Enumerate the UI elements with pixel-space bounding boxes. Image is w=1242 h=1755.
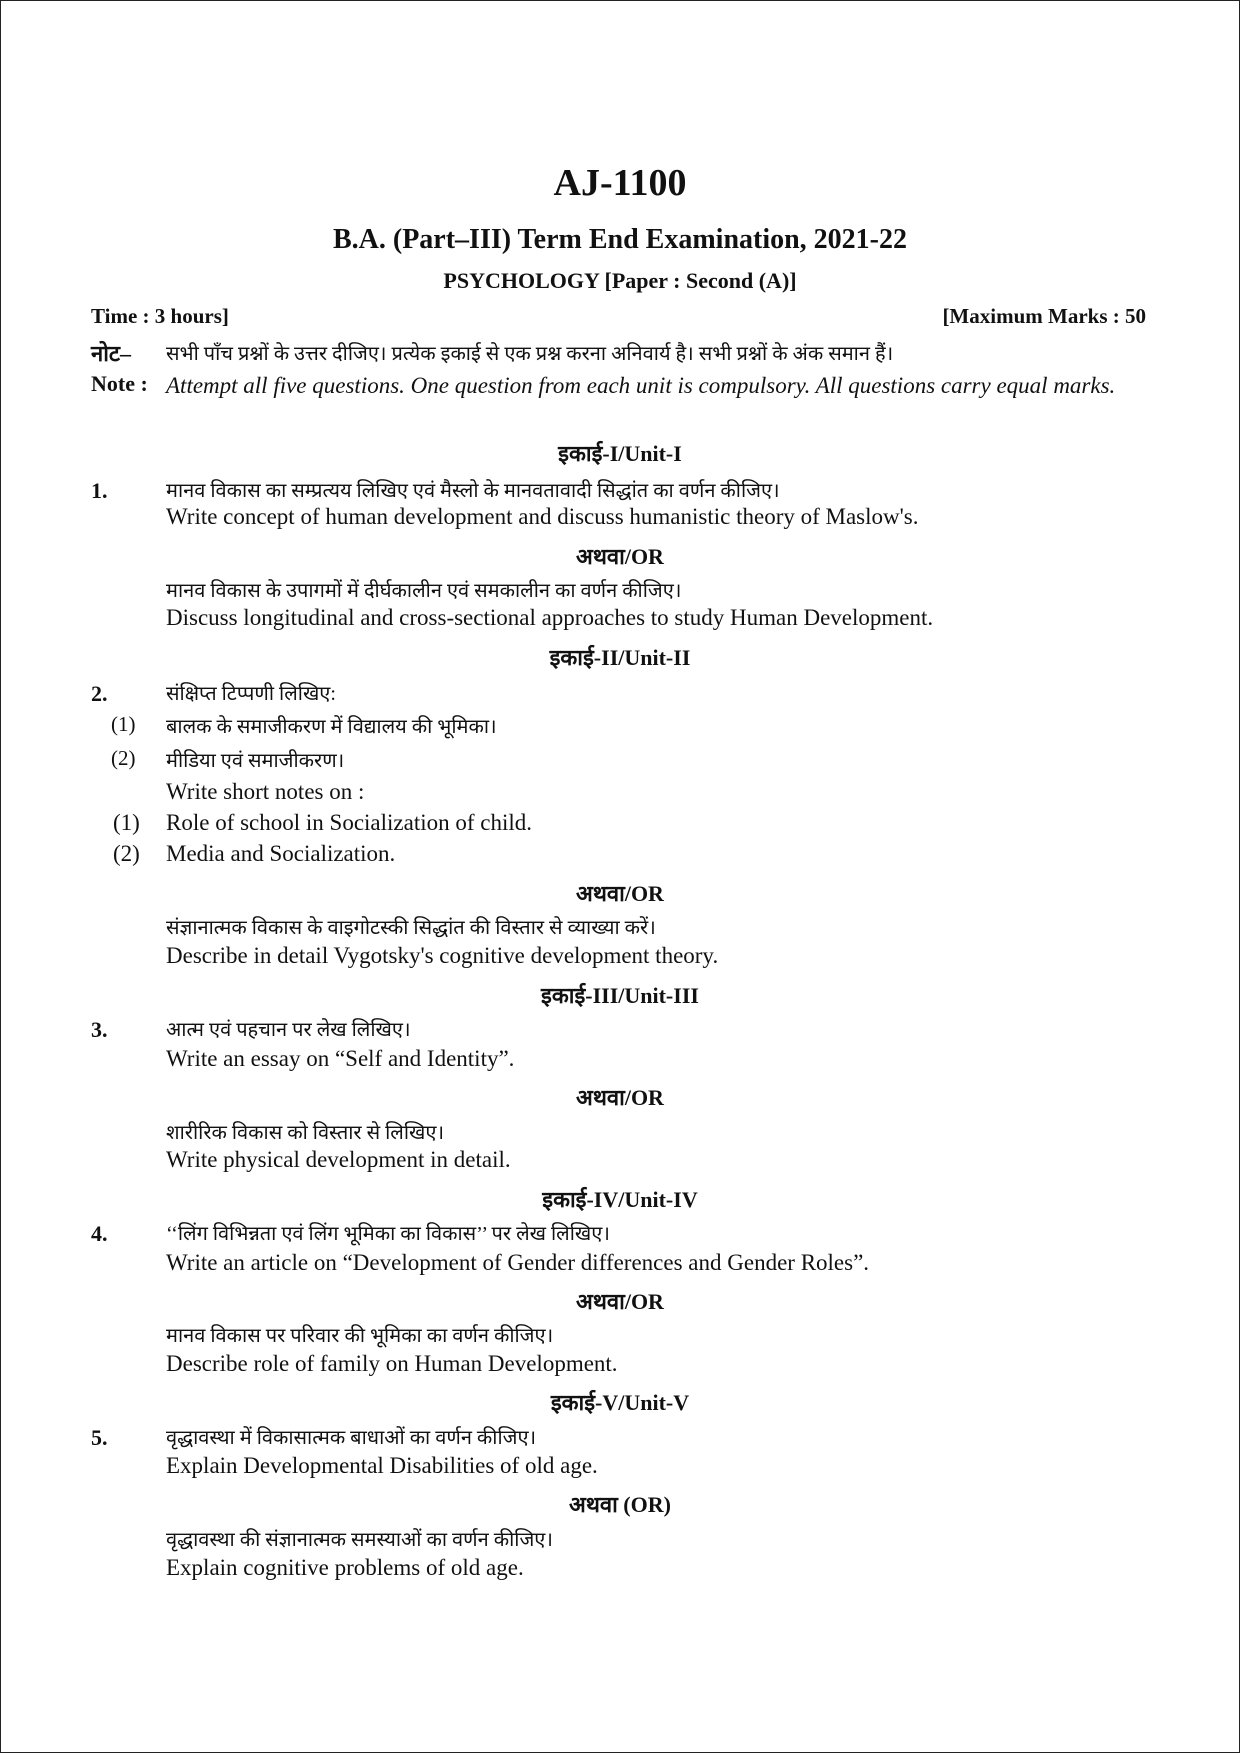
question-1-or-english: Discuss longitudinal and cross-sectional approaches to study Human Development. [166, 605, 934, 630]
paper-code: AJ-1100 [553, 162, 687, 204]
question-2-english: Write short notes on : [166, 779, 365, 804]
question-2-hindi: संक्षिप्त टिप्पणी लिखिए: [166, 683, 336, 705]
question-5-hindi: वृद्धावस्था में विकासात्मक बाधाओं का वर्णन कीजिए। [166, 1427, 537, 1449]
question-5-english: Explain Developmental Disabilities of old age. [166, 1453, 598, 1478]
question-4-hindi: ‘‘लिंग विभिन्नता एवं लिंग भूमिका का विकास’’ पर लेख लिखिए। [166, 1223, 610, 1245]
unit-3-heading: इकाई-III/Unit-III [541, 983, 699, 1008]
question-5-or-hindi: वृद्धावस्था की संज्ञानात्मक समस्याओं का वर्णन कीजिए। [166, 1529, 553, 1551]
maximum-marks: [Maximum Marks : 50 [942, 304, 1146, 328]
exam-title: B.A. (Part–III) Term End Examination, 2021-22 [332, 224, 908, 255]
note-hindi-label: नोट– [91, 341, 131, 366]
question-2-number: 2. [91, 681, 108, 706]
time-allowed: Time : 3 hours] [91, 304, 229, 328]
note-hindi-text: सभी पाँच प्रश्नों के उत्तर दीजिए। प्रत्येक इकाई से एक प्रश्न करना अनिवार्य है। सभी प्रश्नों के अंक समान हैं। [166, 343, 894, 365]
unit-1-heading: इकाई-I/Unit-I [558, 441, 682, 466]
note-english-label: Note : [91, 371, 148, 396]
question-3-or-hindi: शारीरिक विकास को विस्तार से लिखिए। [166, 1122, 445, 1144]
question-5-number: 5. [91, 1425, 108, 1450]
question-2-hindi-item-1: बालक के समाजीकरण में विद्यालय की भूमिका। [166, 716, 497, 738]
question-1-or: अथवा/OR [576, 544, 664, 569]
question-4-english: Write an article on “Development of Gender differences and Gender Roles”. [166, 1250, 870, 1275]
question-2-english-item-2: Media and Socialization. [166, 841, 396, 866]
question-1-hindi: मानव विकास का सम्प्रत्यय लिखिए एवं मैस्लो के मानवतावादी सिद्धांत का वर्णन कीजिए। [166, 480, 780, 502]
question-1-number: 1. [91, 478, 108, 503]
paper-subtitle: PSYCHOLOGY [Paper : Second (A)] [443, 268, 797, 293]
question-3-english: Write an essay on “Self and Identity”. [166, 1046, 515, 1071]
question-1-english: Write concept of human development and discuss humanistic theory of Maslow's. [166, 504, 919, 529]
question-4-or-english: Describe role of family on Human Development. [166, 1351, 618, 1376]
question-2-hindi-item-2-number: (2) [111, 746, 136, 770]
question-2-or-hindi: संज्ञानात्मक विकास के वाइगोटस्की सिद्धांत की विस्तार से व्याख्या करें। [166, 917, 656, 939]
unit-4-heading: इकाई-IV/Unit-IV [542, 1187, 698, 1212]
question-2-or-english: Describe in detail Vygotsky's cognitive development theory. [166, 943, 719, 968]
note-english-text: Attempt all five questions. One question from each unit is compulsory. All questions carry equal marks. [166, 373, 1116, 398]
question-5-or-english: Explain cognitive problems of old age. [166, 1555, 524, 1580]
question-1-or-hindi: मानव विकास के उपागमों में दीर्घकालीन एवं समकालीन का वर्णन कीजिए। [166, 580, 682, 602]
question-2-hindi-item-1-number: (1) [111, 712, 136, 736]
question-3-or: अथवा/OR [576, 1085, 664, 1110]
question-3-hindi: आत्म एवं पहचान पर लेख लिखिए। [166, 1019, 411, 1041]
question-2-english-item-1: Role of school in Socialization of child. [166, 810, 533, 835]
question-2-english-item-1-number: (1) [113, 810, 140, 835]
question-4-or: अथवा/OR [576, 1289, 664, 1314]
question-2-or: अथवा/OR [576, 881, 664, 906]
unit-5-heading: इकाई-V/Unit-V [550, 1390, 690, 1415]
question-2-english-item-2-number: (2) [113, 841, 140, 866]
unit-2-heading: इकाई-II/Unit-II [549, 645, 691, 670]
question-5-or: अथवा (OR) [569, 1492, 671, 1517]
question-3-number: 3. [91, 1017, 108, 1042]
question-4-number: 4. [91, 1221, 108, 1246]
question-3-or-english: Write physical development in detail. [166, 1147, 511, 1172]
question-4-or-hindi: मानव विकास पर परिवार की भूमिका का वर्णन कीजिए। [166, 1325, 554, 1347]
question-2-hindi-item-2: मीडिया एवं समाजीकरण। [166, 750, 345, 772]
